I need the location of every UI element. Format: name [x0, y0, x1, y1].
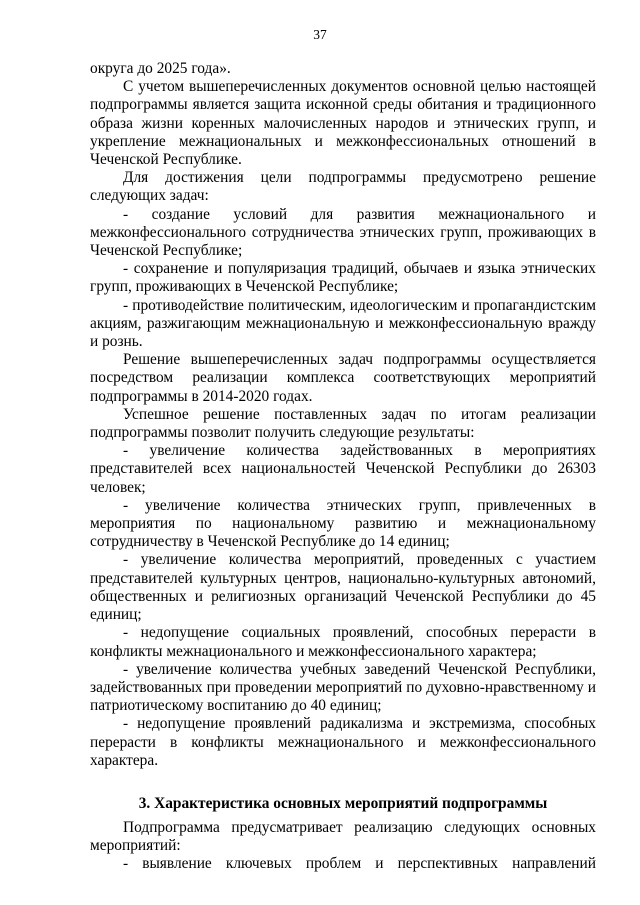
- list-item-result: - увеличение количества учебных заведений Чеченской Республики, задействованных при проведении мероприятий по духовно-нравственному и патриотическому воспитанию до 40 единиц;: [90, 660, 596, 715]
- paragraph-goal: С учетом вышеперечисленных документов основной целью настоящей подпрограммы является защита исконной среды обитания и традиционного образа жизни коренных малочисленных народов и этнических групп, и укрепление межнациональных и межконфессиональных отношений в Чеченской Республике.: [90, 78, 596, 169]
- page-number: 37: [313, 27, 327, 42]
- paragraph-continuation: округа до 2025 года».: [90, 60, 231, 77]
- list-item-result: - недопущение проявлений радикализма и экстремизма, способных перерасти в конфликты межнационального и межконфессионального характера.: [90, 715, 596, 769]
- list-item-result: - недопущение социальных проявлений, способных перерасти в конфликты межнационального и межконфессионального характера;: [90, 624, 596, 660]
- list-item-result: - увеличение количества мероприятий, проведенных с участием представителей культурных центров, национально-культурных автономий, общественных и религиозных организаций Чеченской Республики до 45 единиц;: [90, 551, 596, 624]
- list-item-measure: - выявление ключевых проблем и перспективных направлений: [123, 855, 596, 873]
- list-item-result: - увеличение количества этнических групп, привлеченных в мероприятия по национальному развитию и межнациональному сотрудничеству в Чеченской Республике до 14 единиц;: [90, 496, 596, 551]
- list-item-result: - увеличение количества задействованных в мероприятиях представителей всех национальностей Чеченской Республики до 26303 человек;: [90, 442, 596, 496]
- paragraph-implementation: Решение вышеперечисленных задач подпрограммы осуществляется посредством реализации комплекса соответствующих мероприятий подпрограммы в 2014-2020 годах.: [90, 351, 596, 405]
- document-body: [90, 60, 596, 874]
- section-heading: 3. Характеристика основных мероприятий подпрограммы: [138, 794, 548, 812]
- list-item-task: - сохранение и популяризация традиций, обычаев и языка этнических групп, проживающих в Чеченской Республике;: [90, 260, 596, 296]
- paragraph-measures-intro: Подпрограмма предусматривает реализацию следующих основных мероприятий:: [90, 818, 596, 855]
- list-item-task: - противодействие политическим, идеологическим и пропагандистским акциям, разжигающим межнациональную и межконфессиональную вражду и рознь.: [90, 296, 596, 351]
- paragraph-tasks-intro: Для достижения цели подпрограммы предусмотрено решение следующих задач:: [90, 169, 596, 205]
- paragraph-results-intro: Успешное решение поставленных задач по итогам реализации подпрограммы позволит получить следующие результаты:: [90, 405, 596, 442]
- list-item-task: - создание условий для развития межнационального и межконфессионального сотрудничества этнических групп, проживающих в Чеченской Республике;: [90, 205, 596, 260]
